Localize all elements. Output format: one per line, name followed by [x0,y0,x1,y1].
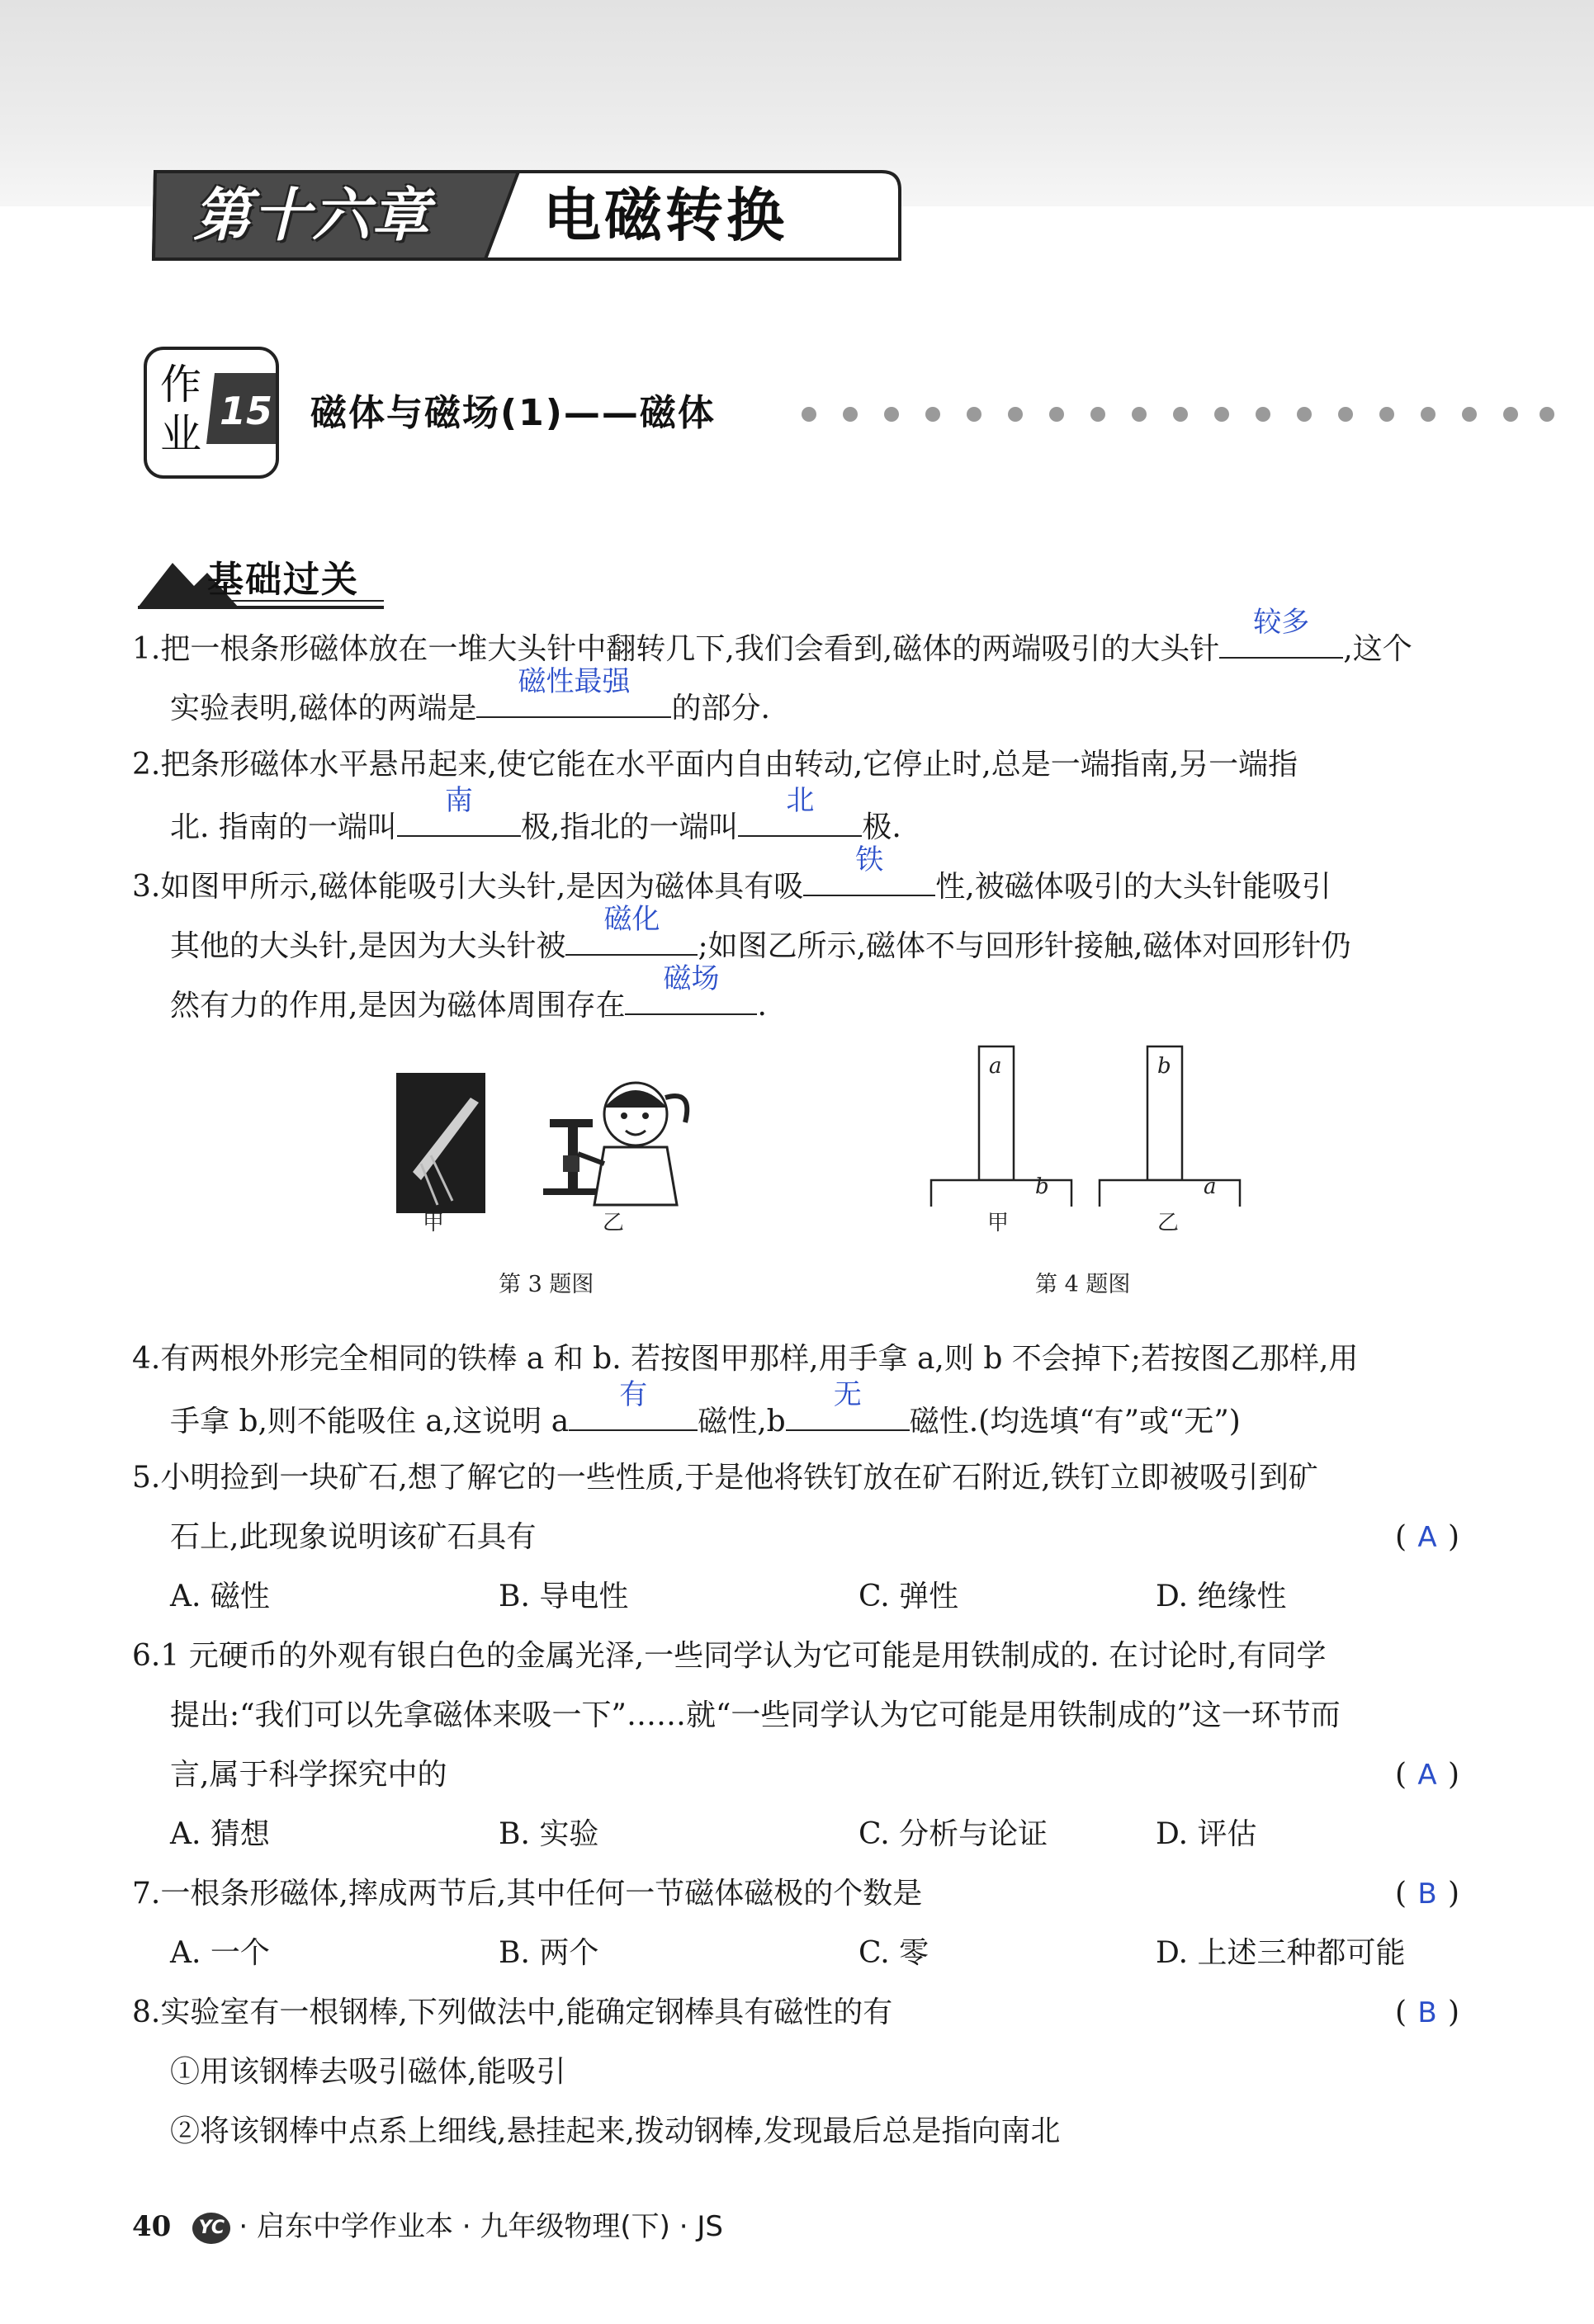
q3-text-2: 性,被磁体吸引的大头针能吸引 [935,870,1331,904]
q8-answer-paren[interactable]: ( B ) [1395,1987,1459,2038]
q6-line-1 [132,1631,1326,1682]
q6-line-3 [170,1750,447,1801]
figure-3-yi-scene [543,1083,687,1205]
q1-text-4: 的部分. [671,692,770,725]
page-number: 40 [132,2210,172,2243]
chapter-title: 电磁转换 [543,182,788,249]
q4-blank-2[interactable] [786,1378,910,1431]
q1-number: 1. [132,632,161,666]
figure-3-label-yi: 乙 [603,1211,625,1235]
publisher-logo-icon: YC [192,2213,230,2244]
q7-answer: B [1417,1878,1437,1911]
q4-text-1: 有两根外形完全相同的铁棒 a 和 b. 若按图甲那样,用手拿 a,则 b 不会掉下;若按图乙那样,用 [160,1342,1359,1376]
q7-option-d[interactable]: D. 上述三种都可能 [1156,1936,1406,1970]
q4-line-1 [132,1334,1358,1385]
q1-line-2 [170,665,770,731]
q3-text-3: 其他的大头针,是因为大头针被 [170,929,566,963]
q3-line-3 [170,962,767,1028]
q4-number: 4. [132,1342,161,1376]
q6-line-2 [170,1690,1341,1741]
q3-text-5: 然有力的作用,是因为磁体周围存在 [170,989,626,1023]
q8-text-1: 实验室有一根钢棒,下列做法中,能确定钢棒具有磁性的有 [160,1996,893,2029]
q2-text-1: 把条形磁体水平悬吊起来,使它能在水平面内自由转动,它停止时,总是一端指南,另一端指 [160,748,1298,782]
q7-text-1: 一根条形磁体,摔成两节后,其中任何一节磁体磁极的个数是 [160,1877,923,1911]
q3-line-2 [170,903,1351,969]
figure-4-jia-top-label: a [989,1054,1002,1079]
q8-line-1 [132,1987,892,2038]
footer-text: · 启东中学作业本 · 九年级物理(下) · JS [239,2210,723,2243]
figure-3-label-jia: 甲 [423,1211,445,1235]
q5-option-a[interactable]: A. 磁性 [170,1580,270,1613]
q2-line-1 [132,739,1298,791]
figure-4-label-yi: 乙 [1157,1211,1180,1235]
q6-answer-paren[interactable]: ( A ) [1395,1750,1459,1801]
figure-4-label-jia: 甲 [987,1211,1010,1235]
q8-statement-1: ①用该钢棒去吸引磁体,能吸引 [170,2055,566,2089]
q4-line-2 [170,1378,1241,1444]
q1-answer-1: 较多 [1253,606,1310,639]
q6-text-1: 1 元硬币的外观有银白色的金属光泽,一些同学认为它可能是用铁制成的. 在讨论时,有同学 [160,1639,1327,1673]
dot-divider [799,404,1559,424]
q2-answer-2: 北 [786,784,815,817]
q1-text-3: 实验表明,磁体的两端是 [170,692,477,725]
figure-4-jia-rod-b [931,1180,1071,1207]
q1-text-2: ,这个 [1343,632,1412,666]
q8-statement-2: ②将该钢棒中点系上细线,悬挂起来,拨动钢棒,发现最后总是指向南北 [170,2114,1061,2148]
figure-4-yi-top-label: b [1157,1054,1171,1079]
homework-char-2: 业 [160,410,201,458]
q3-blank-3[interactable] [625,962,757,1015]
q5-option-b[interactable]: B. 导电性 [499,1580,629,1613]
q4-text-4: 磁性.(均选填“有”或“无”) [909,1405,1241,1438]
q2-answer-1: 南 [444,784,473,817]
q1-text-1: 把一根条形磁体放在一堆大头针中翻转几下,我们会看到,磁体的两端吸引的大头针 [160,632,1220,666]
q6-answer: A [1417,1759,1437,1792]
q3-text-6: . [757,989,767,1023]
q1-answer-2: 磁性最强 [518,665,631,698]
q2-blank-1[interactable] [397,784,521,837]
q3-blank-1[interactable] [803,843,935,896]
q2-blank-2[interactable] [738,784,862,837]
q4-text-2: 手拿 b,则不能吸住 a,这说明 a [170,1405,570,1438]
q4-answer-2: 无 [833,1378,862,1411]
q3-text-4: ;如图乙所示,磁体不与回形针接触,磁体对回形针仍 [698,929,1351,963]
q4-text-3: 磁性,b [698,1405,786,1438]
q7-option-c[interactable]: C. 零 [858,1936,929,1970]
figure-4-yi-rod-a [1100,1180,1240,1207]
figure-4-caption: 第 4 题图 [1035,1272,1131,1297]
q8-answer: B [1417,1996,1437,2029]
figure-3-caption: 第 3 题图 [499,1272,594,1297]
q3-answer-1: 铁 [855,843,884,876]
q5-line-1 [132,1452,1318,1504]
q5-line-2 [170,1512,536,1563]
q3-number: 3. [132,870,161,904]
q4-answer-1: 有 [619,1378,648,1411]
q2-text-2: 北. 指南的一端叫 [170,810,397,844]
homework-char-1: 作 [160,361,201,409]
chapter-banner [147,165,906,266]
q6-option-a[interactable]: A. 猜想 [170,1817,270,1851]
q3-text-1: 如图甲所示,磁体能吸引大头针,是因为磁体具有吸 [160,870,804,904]
q6-option-b[interactable]: B. 实验 [499,1817,599,1851]
q3-line-1 [132,843,1331,909]
basics-label: 基础过关 [207,559,359,601]
q2-text-4: 极. [862,810,901,844]
figure-3-illustration [388,1065,702,1221]
q6-text-2: 提出:“我们可以先拿磁体来吸一下”……就“一些同学认为它可能是用铁制成的”这一环节而 [170,1698,1341,1732]
q1-blank-1[interactable] [1219,606,1343,659]
q3-blank-2[interactable] [565,903,698,956]
q1-line-1 [132,606,1412,672]
q5-answer-paren[interactable]: ( A ) [1395,1512,1459,1563]
q7-line-1 [132,1868,922,1920]
q6-option-d[interactable]: D. 评估 [1156,1817,1257,1851]
figure-4-jia-bottom-label: b [1035,1174,1049,1199]
q3-answer-2: 磁化 [603,903,660,936]
q5-answer: A [1417,1521,1437,1554]
q7-answer-paren[interactable]: ( B ) [1395,1868,1459,1920]
page-footer [132,2202,723,2251]
q1-blank-2[interactable] [476,665,671,718]
q5-option-c[interactable]: C. 弹性 [858,1580,959,1613]
chapter-number: 第十六章 [193,182,431,249]
q5-option-d[interactable]: D. 绝缘性 [1156,1580,1287,1613]
q7-option-b[interactable]: B. 两个 [499,1936,599,1970]
q5-number: 5. [132,1461,161,1495]
homework-title: 磁体与磁场(1)——磁体 [310,392,716,434]
q4-blank-1[interactable] [569,1378,698,1431]
q6-option-c[interactable]: C. 分析与论证 [858,1817,1048,1851]
basics-heading [136,551,400,611]
q5-text-1: 小明捡到一块矿石,想了解它的一些性质,于是他将铁钉放在矿石附近,铁钉立即被吸引到矿 [160,1461,1318,1495]
q7-option-a[interactable]: A. 一个 [170,1936,270,1970]
q6-text-3: 言,属于科学探究中的 [170,1758,447,1792]
figure-4-yi-bottom-label: a [1204,1174,1217,1199]
q2-number: 2. [132,748,161,782]
q7-number: 7. [132,1877,161,1911]
homework-number: 15 [219,389,272,433]
q2-line-2 [170,784,901,850]
homework-badge [142,345,291,485]
q2-text-3: 极,指北的一端叫 [520,810,739,844]
q8-number: 8. [132,1996,161,2029]
q6-number: 6. [132,1639,161,1673]
q5-text-2: 石上,此现象说明该矿石具有 [170,1520,537,1554]
q3-answer-3: 磁场 [663,962,720,995]
